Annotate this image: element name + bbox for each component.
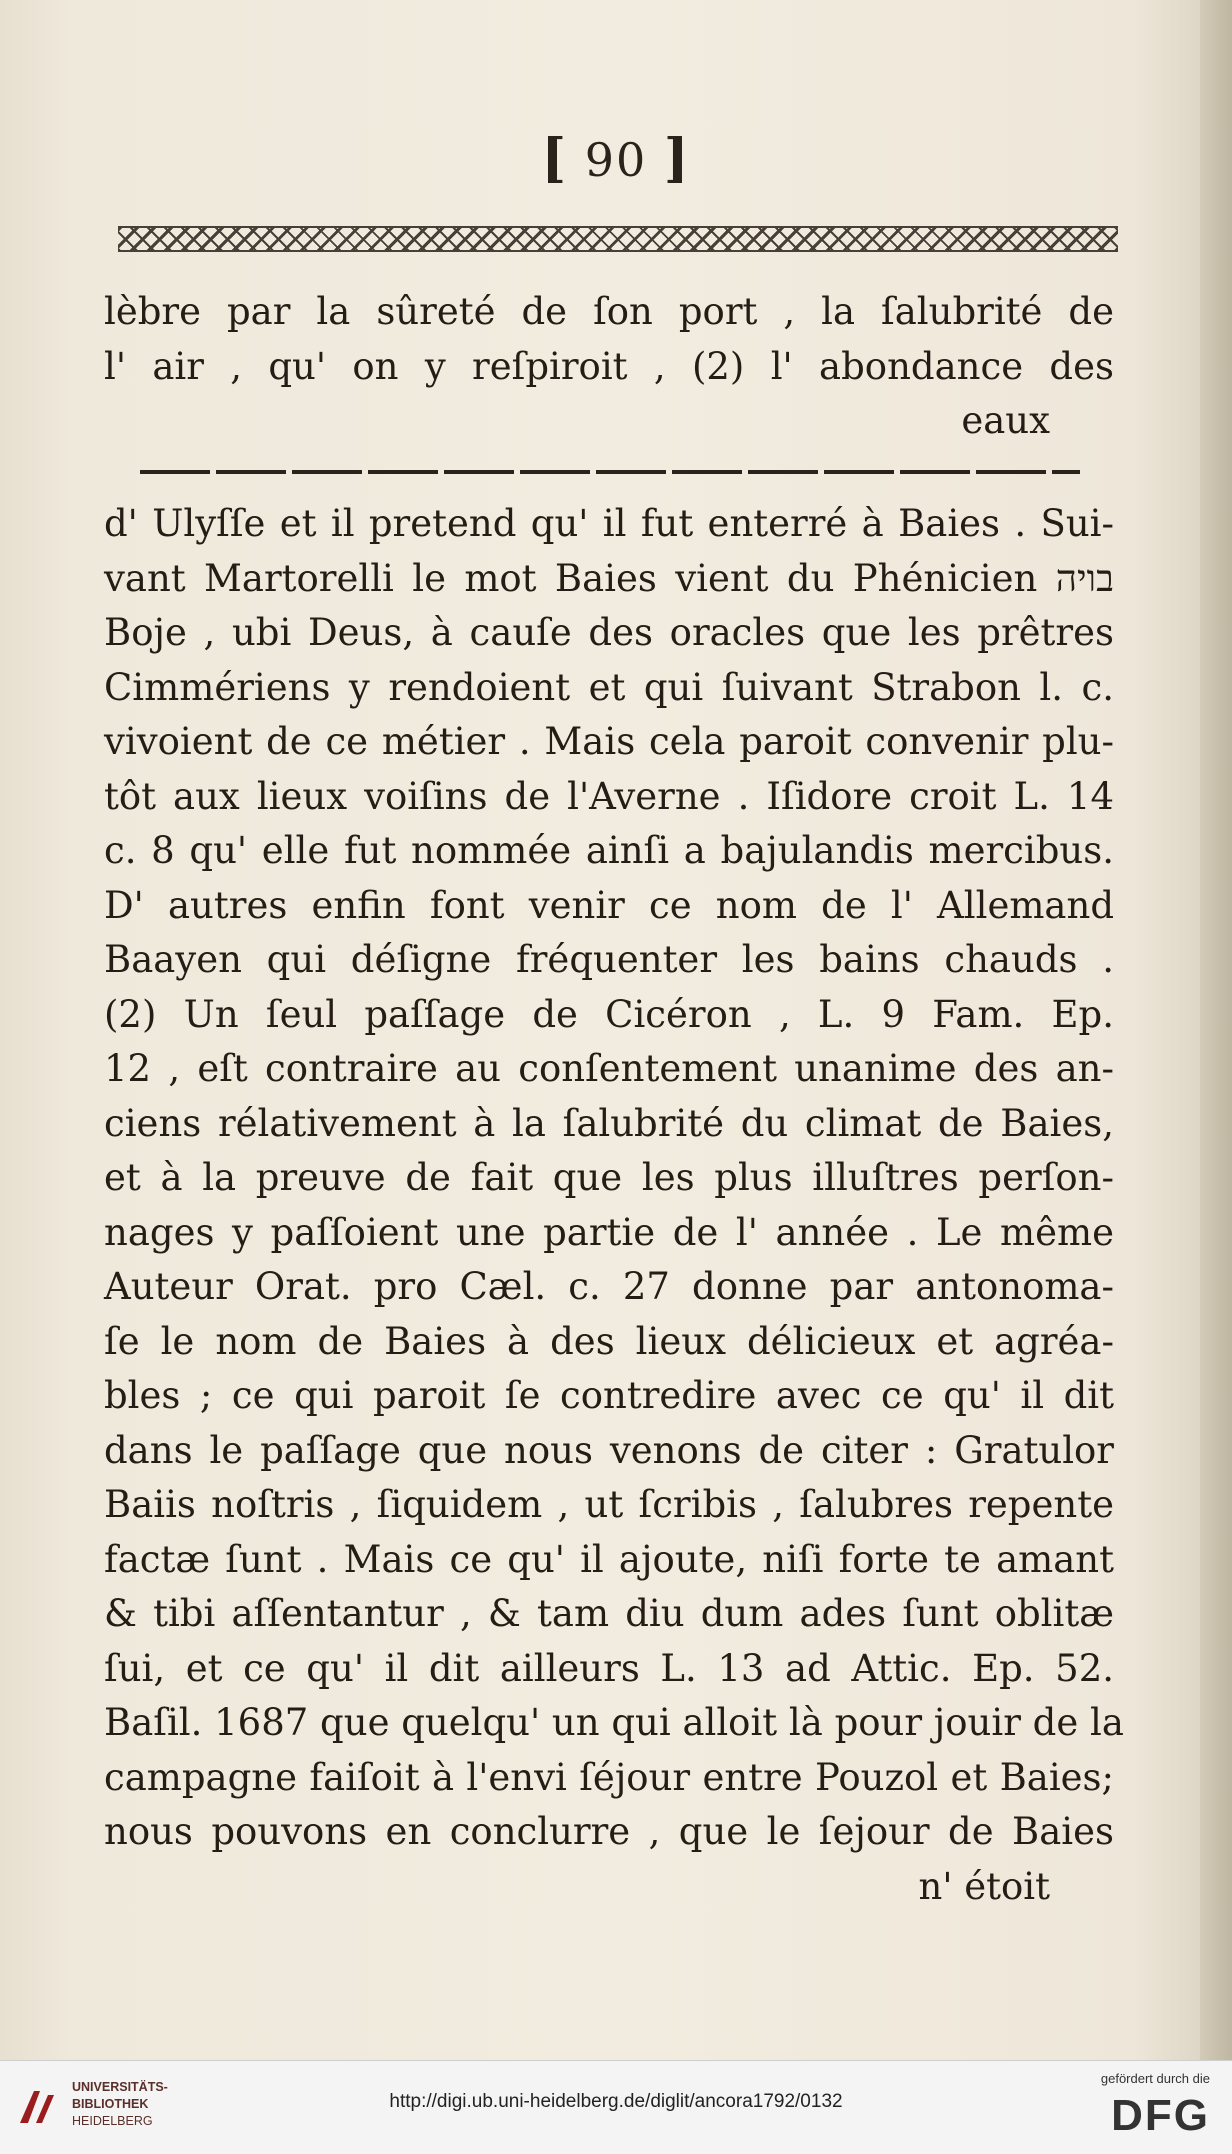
main-text <box>104 285 1114 449</box>
note-line: d' Ulyſſe et il pretend qu' il fut enterré à Baies . Sui- <box>104 502 1114 545</box>
note-line: bles ; ce qui paroit ſe contredire avec ce qu' il dit <box>104 1374 1114 1417</box>
note-line: & tibi aſſentantur , & tam diu dum ades ſunt oblitæ <box>104 1592 1114 1635</box>
bracket-left: [ <box>541 128 569 189</box>
note-line: Cimmériens y rendoient et qui ſuivant Strabon l. c. <box>104 665 1114 709</box>
viewer-footer <box>0 2060 1232 2154</box>
catchword: eaux <box>961 399 1050 442</box>
bracket-right: ] <box>663 128 691 189</box>
library-name-line: HEIDELBERG <box>72 2114 153 2128</box>
note-line: campagne faiſoit à l'envi ſéjour entre Pouzol et Baies; <box>104 1755 1114 1799</box>
note-line: Baiis noſtris , ſiquidem , ut ſcribis , ſalubres repente <box>104 1483 1114 1526</box>
note-line: ſui, et ce qu' il dit ailleurs L. 13 ad Attic. Ep. 52. <box>104 1646 1114 1690</box>
ornamental-border <box>118 226 1118 252</box>
page-edge <box>1200 0 1232 2060</box>
footnote-rule <box>140 470 1080 474</box>
note-line: dans le paſſage que nous venons de citer : Gratulor <box>104 1428 1114 1472</box>
note-line: 12 , eſt contraire au conſentement unanime des an- <box>104 1047 1114 1090</box>
note-line: factæ ſunt . Mais ce qu' il ajoute, niſi forte te amant <box>104 1537 1114 1581</box>
funding-note: gefördert durch die <box>1100 2071 1210 2086</box>
note-line: ciens rélativement à la ſalubrité du climat de Baies, <box>104 1101 1114 1145</box>
note-line: D' autres enfin font venir ce nom de l' Allemand <box>104 883 1114 927</box>
note-line: Baayen qui déſigne fréquenter les bains chauds . <box>104 938 1114 981</box>
note-line: ſe le nom de Baies à des lieux délicieux et agréa- <box>104 1319 1114 1363</box>
dfg-logo: DFG <box>1111 2091 1210 2140</box>
footnotes <box>104 497 1124 1914</box>
catchword: n' étoit <box>918 1864 1050 1908</box>
note-line: et à la preuve de fait que les plus illuſtres perſon- <box>104 1156 1114 1199</box>
text-line: lèbre par la sûreté de ſon port , la ſalubrité de <box>104 290 1114 333</box>
note-line: Boje , ubi Deus, à cauſe des oracles que les prêtres <box>104 611 1114 654</box>
note-line: Baſil. 1687 que quelqu' un qui alloit là pour jouir de la <box>104 1701 1124 1744</box>
library-name-line: BIBLIOTHEK <box>72 2097 149 2111</box>
note-line: c. 8 qu' elle fut nommée ainſi a bajulandis mercibus. <box>104 829 1114 872</box>
note-line: vivoient de ce métier . Mais cela paroit convenir plu- <box>104 720 1114 763</box>
note-line: nous pouvons en conclurre , que le ſejour de Baies <box>104 1810 1114 1853</box>
note-line: vant Martorelli le mot Baies vient du Phénicien בויה <box>104 556 1114 600</box>
note-line: tôt aux lieux voiſins de l'Averne . Iſidore croit L. 14 <box>104 774 1114 818</box>
page-number <box>0 128 1232 189</box>
note-line: nages y paſſoient une partie de l' année . Le même <box>104 1210 1114 1254</box>
note-line: (2) Un ſeul paſſage de Cicéron , L. 9 Fam. Ep. <box>104 992 1114 1036</box>
page-number-value: 90 <box>584 133 648 187</box>
library-name-line: UNIVERSITÄTS- <box>72 2080 168 2094</box>
permalink-url[interactable]: http://digi.ub.uni-heidelberg.de/diglit/ancora1792/0132 <box>389 2091 843 2112</box>
text-line: l' air , qu' on y reſpiroit , (2) l' abondance des <box>104 344 1114 388</box>
note-line: Auteur Orat. pro Cæl. c. 27 donne par antonoma- <box>104 1265 1114 1308</box>
